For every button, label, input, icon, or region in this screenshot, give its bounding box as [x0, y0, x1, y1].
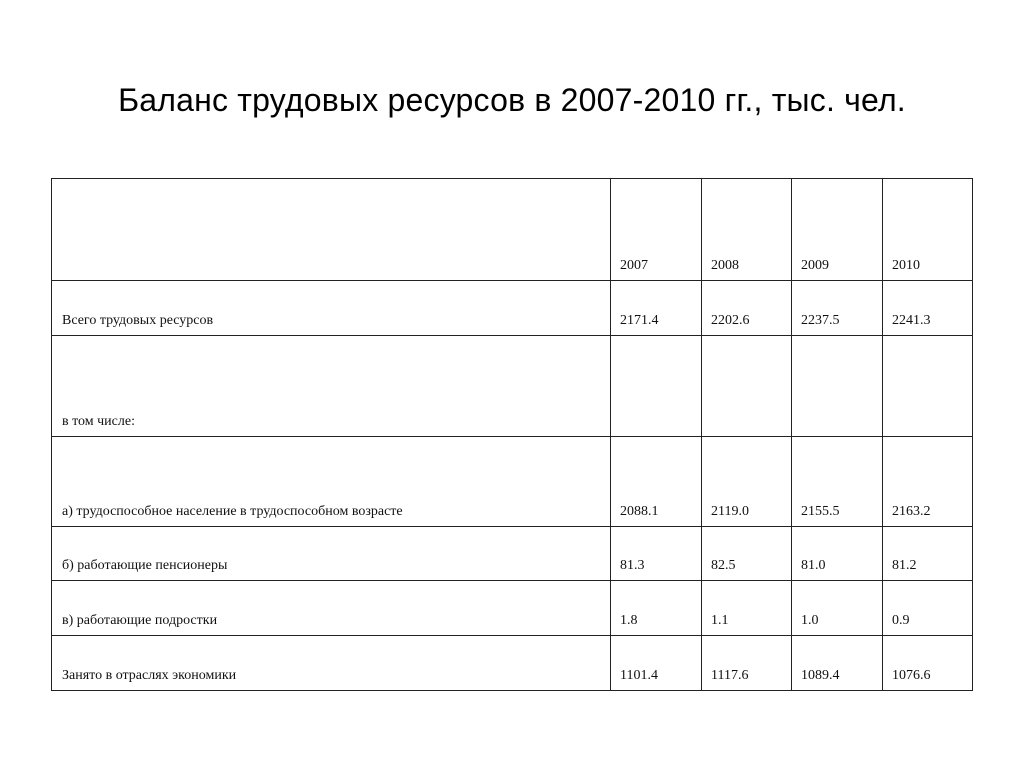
cell-value: 1076.6 — [883, 636, 973, 691]
cell-value: 2171.4 — [611, 281, 702, 336]
cell-value: 82.5 — [702, 527, 792, 581]
cell-value: 1089.4 — [792, 636, 883, 691]
cell-value: 1101.4 — [611, 636, 702, 691]
cell-value — [611, 336, 702, 437]
cell-value: 2119.0 — [702, 437, 792, 527]
labor-balance-table — [51, 178, 973, 691]
header-cell-2010: 2010 — [883, 179, 973, 281]
cell-value: 2163.2 — [883, 437, 973, 527]
row-label: а) трудоспособное население в трудоспособном возрасте — [52, 437, 611, 527]
table-row — [52, 527, 973, 581]
table-row — [52, 336, 973, 437]
cell-value: 81.2 — [883, 527, 973, 581]
cell-value: 1.8 — [611, 581, 702, 636]
cell-value — [883, 336, 973, 437]
cell-value — [702, 336, 792, 437]
table-header-row — [52, 179, 973, 281]
header-cell-2009: 2009 — [792, 179, 883, 281]
cell-value: 2237.5 — [792, 281, 883, 336]
header-cell-2007: 2007 — [611, 179, 702, 281]
cell-value: 2202.6 — [702, 281, 792, 336]
row-label: Всего трудовых ресурсов — [52, 281, 611, 336]
cell-value: 81.3 — [611, 527, 702, 581]
header-cell-2008: 2008 — [702, 179, 792, 281]
cell-value: 0.9 — [883, 581, 973, 636]
cell-value: 1.0 — [792, 581, 883, 636]
cell-value — [792, 336, 883, 437]
table-row — [52, 437, 973, 527]
cell-value: 1.1 — [702, 581, 792, 636]
table-row — [52, 636, 973, 691]
cell-value: 2155.5 — [792, 437, 883, 527]
cell-value: 2088.1 — [611, 437, 702, 527]
header-cell-empty — [52, 179, 611, 281]
row-label: в) работающие подростки — [52, 581, 611, 636]
slide-title: Баланс трудовых ресурсов в 2007-2010 гг., тыс. чел. — [118, 82, 906, 118]
cell-value: 1117.6 — [702, 636, 792, 691]
row-label: б) работающие пенсионеры — [52, 527, 611, 581]
cell-value: 81.0 — [792, 527, 883, 581]
row-label: в том числе: — [52, 336, 611, 437]
row-label: Занято в отраслях экономики — [52, 636, 611, 691]
table-row — [52, 281, 973, 336]
cell-value: 2241.3 — [883, 281, 973, 336]
table-row — [52, 581, 973, 636]
